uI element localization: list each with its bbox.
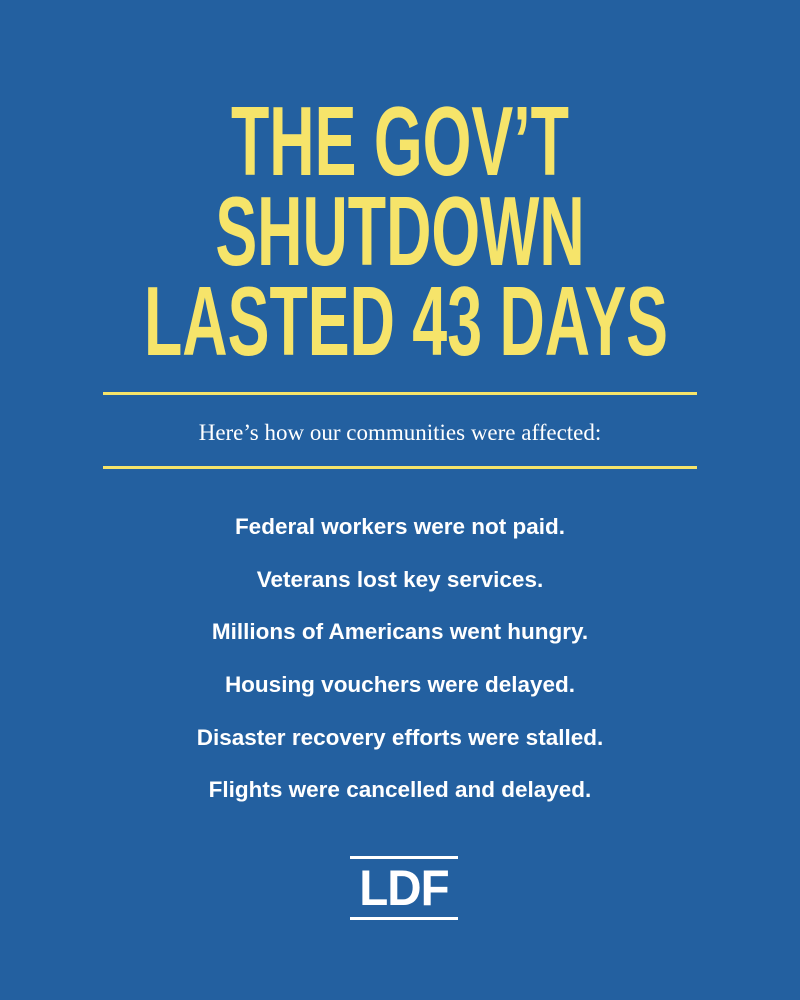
impact-item: Housing vouchers were delayed. [224,672,576,698]
impact-item: Disaster recovery efforts were stalled. [196,724,604,750]
headline [0,86,800,376]
headline-line-3: LASTED 43 DAYS [144,266,668,376]
bottom-divider [103,466,697,469]
impact-list [0,511,800,827]
impact-item: Flights were cancelled and delayed. [208,777,592,803]
impact-item: Federal workers were not paid. [234,514,566,539]
impact-item: Millions of Americans went hungry. [211,619,589,645]
headline-line-2: SHUTDOWN [215,176,585,286]
impact-item: Veterans lost key services. [256,566,544,592]
subtitle: Here’s how our communities were affected: [198,420,602,445]
top-divider [103,392,697,395]
headline-line-1: THE GOV’T [230,86,569,196]
logo-text: LDF [359,860,449,916]
logo-bottom-rule [350,917,458,920]
ldf-logo [350,856,458,920]
